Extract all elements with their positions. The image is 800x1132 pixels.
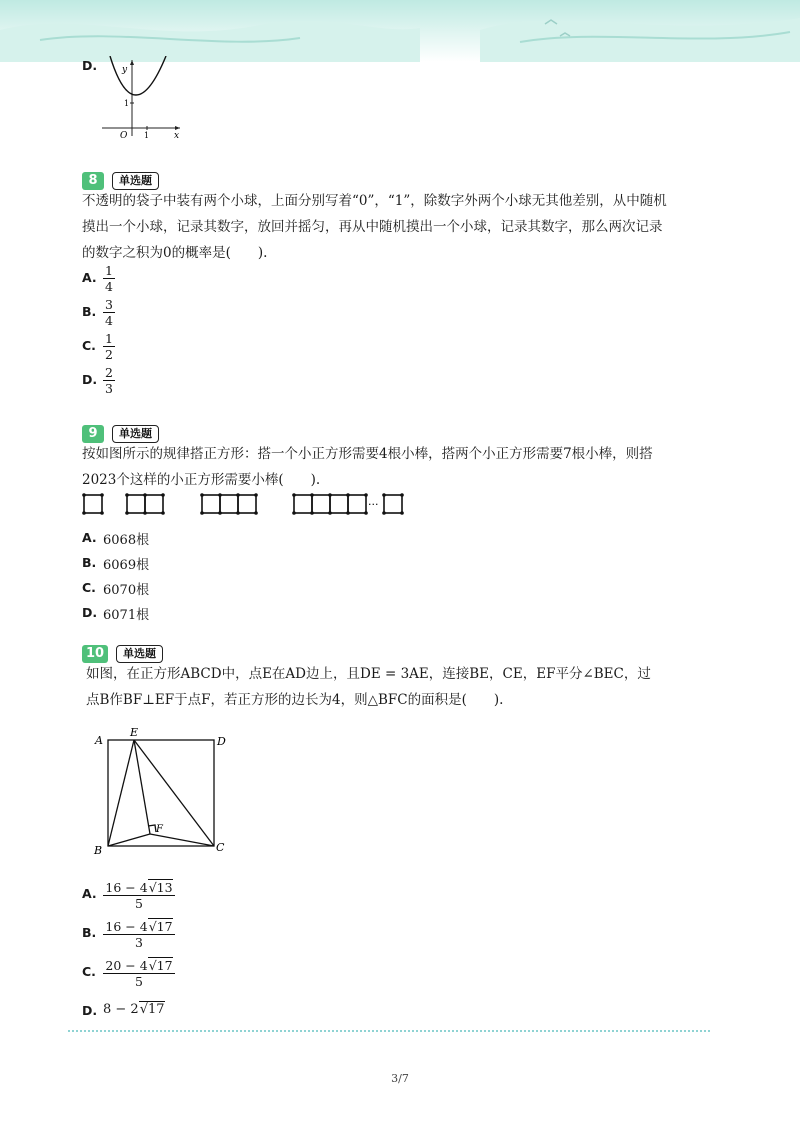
vertex-e-label: E xyxy=(130,728,139,739)
q8-option-a-fraction[interactable] xyxy=(103,263,115,294)
q9-option-b-label[interactable]: B. xyxy=(82,555,97,570)
vertex-a-label: A xyxy=(95,734,103,747)
q10-option-d-expression[interactable]: 8 − 2√17 xyxy=(103,1002,165,1017)
q10-type-tag: 单选题 xyxy=(116,645,163,663)
q9-option-d-label[interactable]: D. xyxy=(82,605,98,620)
q8-number-badge: 8 xyxy=(82,172,104,190)
radicand: 13 xyxy=(156,880,173,895)
radicand: 17 xyxy=(156,958,173,973)
vertex-d-label: D xyxy=(217,735,226,748)
q10-option-b-fraction[interactable]: 16 − 4√17 3 xyxy=(103,919,175,950)
point-f-label: F xyxy=(156,824,163,835)
radicand: 17 xyxy=(148,1002,165,1017)
denominator: 5 xyxy=(135,974,143,989)
denominator: 2 xyxy=(105,347,113,362)
vertex-c-label: C xyxy=(216,841,225,854)
q9-option-c-label[interactable]: C. xyxy=(82,580,96,595)
q8-stem-line: 摸出一个小球，记录其数字，放回并摇匀，再从中随机摸出一个小球，记录其数字，那么两次记录 xyxy=(82,219,663,235)
q9-number-badge: 9 xyxy=(82,425,104,443)
vertex-b-label: B xyxy=(94,844,103,857)
q8-option-b-fraction[interactable] xyxy=(103,297,115,328)
q7-parabola-graph xyxy=(96,56,186,141)
q8-stem xyxy=(82,188,702,266)
numerator-prefix: 16 − 4 xyxy=(105,919,148,934)
q8-option-c-fraction[interactable] xyxy=(103,331,115,362)
denominator: 3 xyxy=(135,935,143,950)
q9-matchstick-squares-figure xyxy=(80,490,410,520)
q9-option-a-label[interactable]: A. xyxy=(82,530,97,545)
q8-stem-line: 不透明的袋子中装有两个小球，上面分别写着“0”，“1”，除数字外两个小球无其他差别，从中随机 xyxy=(82,193,667,209)
numerator-prefix: 20 − 4 xyxy=(105,958,148,973)
q8-stem-line: 的数字之积为0的概率是( ). xyxy=(82,245,268,261)
q10-option-d-label[interactable]: D. xyxy=(82,1003,98,1018)
denominator: 4 xyxy=(105,313,113,328)
q10-stem-line: 如图，在正方形ABCD中，点E在AD边上，且DE = 3AE，连接BE，CE，EF平分∠BEC，过 xyxy=(86,666,651,682)
numerator: 1 xyxy=(105,331,113,346)
denominator: 4 xyxy=(105,279,113,294)
q7-option-d-label[interactable]: D. xyxy=(82,58,98,73)
q10-option-c-fraction[interactable]: 20 − 4√17 5 xyxy=(103,958,175,989)
numerator: 2 xyxy=(105,365,113,380)
denominator: 5 xyxy=(135,896,143,911)
radicand: 17 xyxy=(156,919,173,934)
q9-ellipsis: ··· xyxy=(368,498,379,511)
denominator: 3 xyxy=(105,381,113,396)
q10-option-b-label[interactable]: B. xyxy=(82,925,97,940)
q8-option-d-label[interactable]: D. xyxy=(82,372,98,387)
q8-option-c-label[interactable]: C. xyxy=(82,338,96,353)
q10-stem xyxy=(86,661,706,713)
q9-type-tag: 单选题 xyxy=(112,425,159,443)
q10-option-a-label[interactable]: A. xyxy=(82,886,97,901)
q10-option-c-label[interactable]: C. xyxy=(82,964,96,979)
q10-number-badge: 10 xyxy=(82,645,108,663)
q10-square-figure xyxy=(88,728,238,858)
q10-stem-line: 点B作BF⊥EF于点F，若正方形的边长为4，则△BFC的面积是( ). xyxy=(86,692,504,708)
q8-option-d-fraction[interactable] xyxy=(103,365,115,396)
q10-option-a-fraction[interactable]: 16 − 4√13 5 xyxy=(103,880,175,911)
header-decoration xyxy=(0,0,800,62)
page-number: 3/7 xyxy=(391,1072,409,1085)
q9-option-a-text[interactable]: 6068根 xyxy=(103,533,150,548)
q9-stem xyxy=(82,441,702,493)
q8-option-a-label[interactable]: A. xyxy=(82,270,97,285)
q9-stem-line: 2023个这样的小正方形需要小棒( ). xyxy=(82,472,321,488)
numerator: 1 xyxy=(105,263,113,278)
footer-divider xyxy=(68,1030,710,1032)
y-axis-label: y xyxy=(122,65,128,75)
numerator-prefix: 16 − 4 xyxy=(105,880,148,895)
q9-stem-line: 按如图所示的规律搭正方形：搭一个小正方形需要4根小棒，搭两个小正方形需要7根小棒，则搭 xyxy=(82,446,653,462)
q8-type-tag: 单选题 xyxy=(112,172,159,190)
q8-option-b-label[interactable]: B. xyxy=(82,304,97,319)
x-axis-label: x xyxy=(174,131,180,141)
y-tick-label: 1 xyxy=(124,99,130,108)
numerator: 3 xyxy=(105,297,113,312)
q9-option-d-text[interactable]: 6071根 xyxy=(103,608,150,623)
q9-option-c-text[interactable]: 6070根 xyxy=(103,583,150,598)
expression-prefix: 8 − 2 xyxy=(103,1002,139,1017)
q9-option-b-text[interactable]: 6069根 xyxy=(103,558,150,573)
origin-label: O xyxy=(120,131,128,141)
x-tick-label: 1 xyxy=(144,131,150,140)
